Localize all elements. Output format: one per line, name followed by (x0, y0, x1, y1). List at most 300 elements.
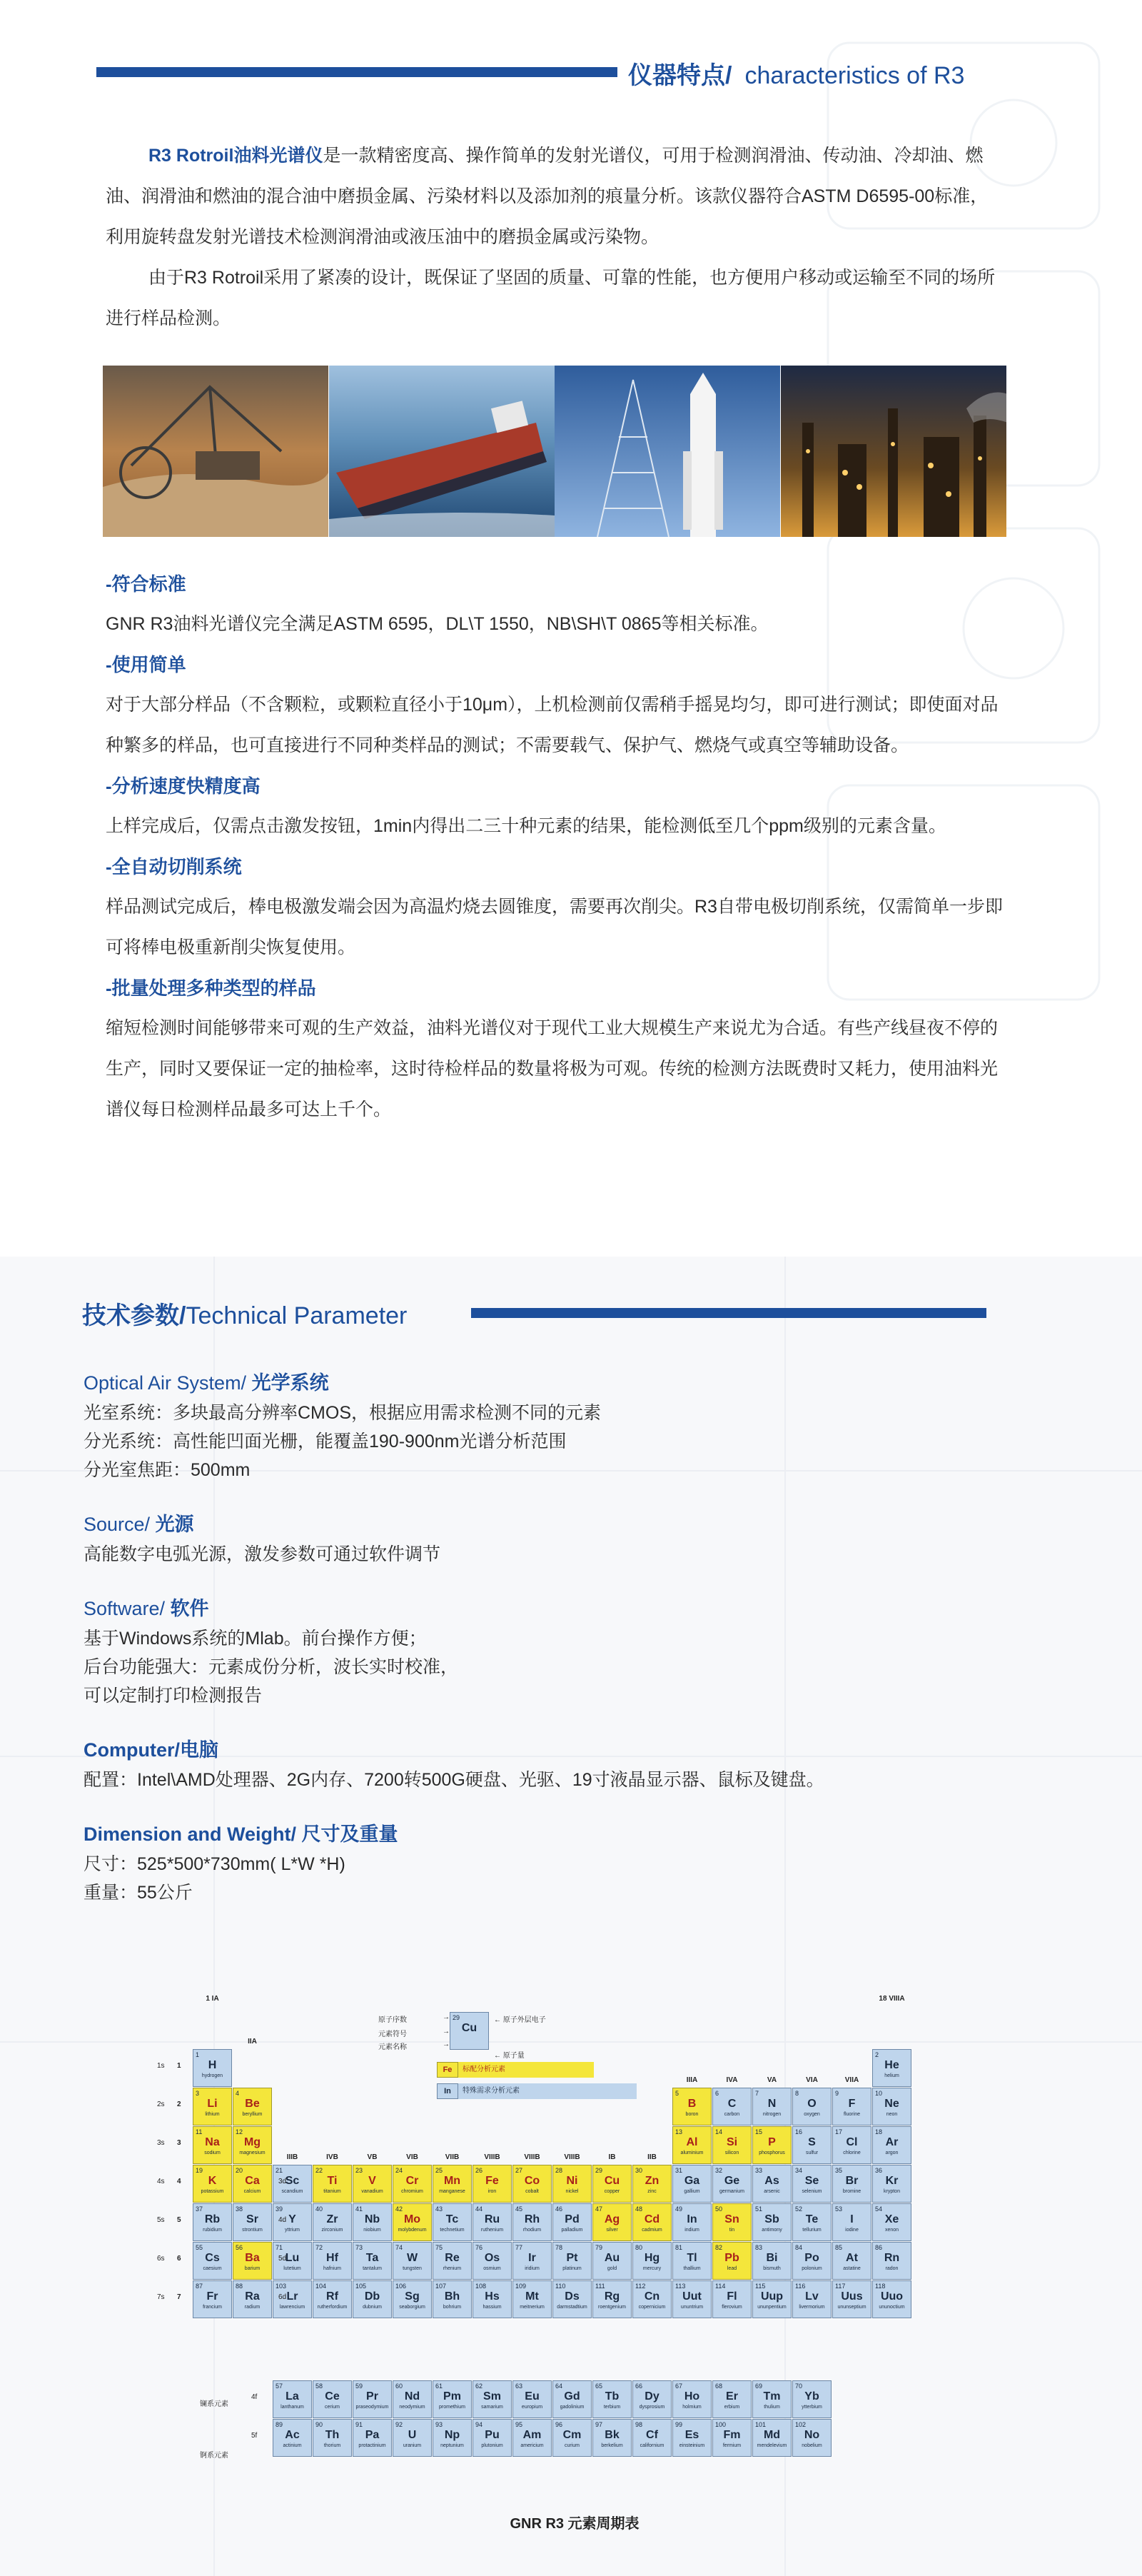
element-symbol: Rg (604, 2290, 620, 2303)
lanthanide-label: 镧系元素 (200, 2400, 228, 2408)
element-symbol: P (768, 2136, 776, 2148)
element-name: lawrencium (279, 2305, 305, 2310)
element-symbol: Ta (365, 2252, 379, 2264)
element-symbol: Tb (605, 2390, 620, 2403)
element-mo (393, 2203, 432, 2241)
atomic-number: 57 (276, 2383, 283, 2390)
element-name: rhodium (522, 2228, 542, 2233)
element-symbol: O (807, 2098, 817, 2110)
atomic-number: 108 (475, 2283, 487, 2290)
element-symbol: Dy (645, 2390, 660, 2403)
element-kr (872, 2165, 911, 2203)
atomic-number: 54 (875, 2205, 883, 2213)
atomic-number: 34 (795, 2167, 803, 2174)
element-symbol: Lr (286, 2290, 298, 2303)
atomic-number: 23 (355, 2167, 363, 2174)
element-name: hassium (482, 2305, 502, 2310)
feature-speed (106, 766, 1006, 847)
element-symbol: Db (364, 2290, 380, 2303)
element-name: californium (640, 2443, 665, 2449)
element-symbol: Na (205, 2136, 220, 2148)
element-ho (672, 2380, 712, 2418)
atomic-number: 4 (236, 2090, 240, 2097)
element-tc (433, 2203, 472, 2241)
atomic-number: 91 (355, 2421, 363, 2429)
section2-title-en: Technical Parameter (186, 1302, 408, 1329)
element-hs (473, 2280, 512, 2318)
element-c (712, 2088, 752, 2125)
atomic-number: 35 (835, 2167, 843, 2174)
atomic-number: 10 (875, 2090, 883, 2097)
element-symbol: C (727, 2098, 737, 2110)
element-fe (473, 2165, 512, 2203)
element-hg (632, 2242, 672, 2280)
element-cd (632, 2203, 672, 2241)
element-uut (672, 2280, 712, 2318)
element-name: scandium (281, 2189, 303, 2194)
atomic-number: 93 (435, 2421, 443, 2429)
element-name: livermorium (799, 2305, 825, 2310)
atomic-number: 15 (755, 2128, 763, 2135)
periodic-table-caption: GNR R3 元素周期表 (510, 2516, 640, 2532)
element-o (792, 2088, 832, 2125)
atomic-number: 117 (835, 2283, 846, 2290)
element-md (752, 2419, 792, 2457)
element-name: seaborgium (399, 2305, 425, 2310)
atomic-number: 21 (276, 2167, 283, 2174)
element-name: plutonium (481, 2443, 503, 2449)
element-ir (512, 2242, 552, 2280)
element-name: protactinium (358, 2443, 386, 2449)
element-symbol: Hg (644, 2252, 660, 2264)
group-label: VIA (806, 2076, 818, 2084)
element-symbol: Se (804, 2175, 819, 2187)
atomic-number: 113 (675, 2283, 686, 2290)
element-symbol: Gd (564, 2390, 580, 2403)
element-zn (632, 2165, 672, 2203)
element-fl (712, 2280, 752, 2318)
element-la (273, 2380, 312, 2418)
atomic-number: 70 (795, 2383, 803, 2390)
element-symbol: Mn (443, 2175, 461, 2187)
element-am (512, 2419, 552, 2457)
element-rh (512, 2203, 552, 2241)
element-symbol: Cs (205, 2252, 220, 2264)
element-name: caesium (203, 2266, 222, 2271)
element-symbol: Th (325, 2429, 340, 2442)
element-name: ununtrium (680, 2305, 704, 2310)
element-at (832, 2242, 871, 2280)
intro-paragraph-1 (106, 136, 1005, 258)
element-symbol: Np (444, 2429, 460, 2442)
group-label: VIIIB (564, 2153, 580, 2161)
group-label: VIIA (844, 2076, 859, 2084)
element-name: meitnerium (520, 2305, 545, 2310)
element-symbol: Fl (727, 2290, 737, 2303)
param-line: 分光系统：高性能凹面光栅，能覆盖190-900nm光谱分析范围 (84, 1432, 567, 1451)
element-zr (313, 2203, 352, 2241)
atomic-number: 63 (515, 2383, 523, 2390)
element-name: lutetium (283, 2266, 301, 2271)
element-f (832, 2088, 871, 2125)
group-label: VB (367, 2153, 378, 2161)
atomic-number: 17 (835, 2128, 843, 2135)
spacer (84, 1710, 1011, 1734)
element-dy (632, 2380, 672, 2418)
element-name: zinc (647, 2189, 657, 2194)
element-symbol: Bi (766, 2252, 778, 2264)
element-pd (552, 2203, 592, 2241)
atomic-number: 112 (635, 2283, 646, 2290)
atomic-number: 59 (355, 2383, 363, 2390)
element-tb (592, 2380, 632, 2418)
element-name: titanium (323, 2189, 341, 2194)
element-al (672, 2126, 712, 2164)
element-name: osmium (483, 2266, 501, 2271)
legend-arrow-1: → (443, 2013, 450, 2021)
element-rn (872, 2242, 911, 2280)
legend-standard-text: 标配分析元素 (463, 2066, 505, 2073)
element-symbol: Zn (645, 2175, 660, 2187)
element-symbol: Cr (405, 2175, 419, 2187)
element-symbol: Si (726, 2136, 738, 2148)
element-symbol: Ho (684, 2390, 700, 2403)
element-symbol: Tc (445, 2213, 459, 2225)
atomic-number: 67 (675, 2383, 683, 2390)
param-line: 分光室焦距：500mm (84, 1460, 251, 1480)
element-name: fluorine (844, 2112, 860, 2117)
feature-list (106, 564, 1006, 1130)
element-xe (872, 2203, 911, 2241)
atomic-number: 22 (315, 2167, 323, 2174)
element-name: tellurium (802, 2228, 822, 2233)
element-symbol: Rb (204, 2213, 221, 2225)
element-symbol: Tm (763, 2390, 781, 2403)
param-heading-en: Optical Air System/ (84, 1372, 252, 1394)
element-ga (672, 2165, 712, 2203)
element-name: cobalt (525, 2189, 539, 2194)
intro-paragraph-1-text: 是一款精密度高、操作简单的发射光谱仪，可用于检测润滑油、传动油、冷却油、燃油、润滑油和燃油的混合油中磨损金属、污染材料以及添加剂的痕量分析。该款仪器符合ASTM D6595-00标准，利用旋转盘发射光谱技术检测润滑油或液压油中的磨损金属或污染物。 (106, 146, 989, 247)
photo-rocket-tower (555, 366, 781, 537)
element-name: tantalum (363, 2266, 382, 2271)
atomic-number: 28 (555, 2167, 563, 2174)
element-cn (632, 2280, 672, 2318)
legend-sample-number: 29 (453, 2014, 460, 2021)
atomic-number: 72 (315, 2244, 323, 2251)
feature-batch (106, 968, 1006, 1130)
feature-heading: -批量处理多种类型的样品 (106, 977, 316, 999)
element-name: rubidium (203, 2228, 222, 2233)
element-name: niobium (363, 2228, 381, 2233)
element-mn (433, 2165, 472, 2203)
element-symbol: Ar (885, 2136, 899, 2148)
element-re (433, 2242, 472, 2280)
element-name: holmium (682, 2405, 702, 2410)
atomic-number: 71 (276, 2244, 283, 2251)
element-symbol: Cm (562, 2429, 582, 2442)
legend-standard-symbol: Fe (443, 2066, 453, 2074)
element-pm (433, 2380, 472, 2418)
block-label: 4f (251, 2393, 258, 2402)
element-name: francium (203, 2305, 222, 2310)
element-symbol: Sg (405, 2290, 420, 2303)
section1-header-bar (96, 67, 617, 77)
element-symbol: Re (445, 2252, 460, 2264)
element-symbol: Ca (245, 2175, 260, 2187)
atomic-number: 46 (555, 2205, 563, 2213)
oil-tanker-image (329, 366, 555, 537)
atomic-number: 114 (715, 2283, 726, 2290)
feature-standard (106, 564, 1006, 645)
element-name: bismuth (763, 2266, 781, 2271)
element-symbol: Ce (325, 2390, 340, 2403)
element-symbol: Ni (566, 2175, 578, 2187)
group-label: VIB (406, 2153, 418, 2161)
element-pr (353, 2380, 392, 2418)
element-name: gadolinium (560, 2405, 585, 2410)
element-name: carbon (724, 2112, 740, 2117)
element-symbol: Ba (245, 2252, 260, 2264)
element-symbol: U (408, 2429, 417, 2442)
element-na (193, 2126, 232, 2164)
element-ag (592, 2203, 632, 2241)
param-heading (84, 1818, 1011, 1850)
legend-standard-swatch (437, 2062, 458, 2078)
block-label: 2s (157, 2100, 165, 2108)
element-symbol: V (368, 2175, 376, 2187)
legend-symbol: 元素符号 (378, 2031, 407, 2038)
element-hf (313, 2242, 352, 2280)
param-dimension (84, 1818, 1011, 1907)
group-label: IB (608, 2153, 616, 2161)
element-symbol: K (208, 2175, 217, 2187)
element-symbol: Uuo (880, 2290, 904, 2303)
element-symbol: Mg (243, 2136, 261, 2148)
group-label: IIB (647, 2153, 657, 2161)
element-name: erbium (724, 2405, 740, 2410)
atomic-number: 14 (715, 2128, 723, 2135)
element-cu (592, 2165, 632, 2203)
element-name: thorium (323, 2443, 341, 2449)
atomic-number: 32 (715, 2167, 723, 2174)
atomic-number: 45 (515, 2205, 523, 2213)
feature-heading: -全自动切削系统 (106, 856, 242, 877)
atomic-number: 38 (236, 2205, 243, 2213)
element-symbol: Uus (841, 2290, 863, 2303)
element-symbol: Pa (365, 2429, 380, 2442)
element-symbol: I (850, 2213, 854, 2225)
param-heading-en: Software/ (84, 1598, 171, 1619)
atomic-number: 62 (475, 2383, 483, 2390)
element-symbol: In (687, 2213, 697, 2225)
element-ni (552, 2165, 592, 2203)
group-number: 18 (879, 1995, 887, 2003)
element-symbol: Ac (285, 2429, 300, 2442)
element-symbol: Xe (884, 2213, 899, 2225)
legend-sample-cell (450, 2012, 489, 2050)
param-heading-cn: 尺寸及重量 (301, 1823, 398, 1845)
group-label: IIIA (686, 2076, 698, 2084)
element-name: nobelium (802, 2443, 822, 2449)
element-name: chromium (401, 2189, 423, 2194)
element-name: cadmium (642, 2228, 662, 2233)
element-symbol: Bk (605, 2429, 620, 2442)
element-v (353, 2165, 392, 2203)
element-rg (592, 2280, 632, 2318)
element-symbol: At (846, 2252, 858, 2264)
element-name: lithium (205, 2112, 220, 2117)
element-name: neodymium (399, 2405, 425, 2410)
element-name: samarium (481, 2405, 503, 2410)
element-symbol: B (687, 2098, 697, 2110)
element-name: rutherfordium (317, 2305, 348, 2310)
element-name: potassium (201, 2189, 224, 2194)
element-name: copper (604, 2189, 620, 2194)
element-symbol: Lv (805, 2290, 819, 2303)
element-symbol: Y (288, 2213, 296, 2225)
element-symbol: Mt (525, 2290, 539, 2303)
element-be (233, 2088, 272, 2125)
element-name: lanthanum (281, 2405, 304, 2410)
atomic-number: 84 (795, 2244, 803, 2251)
element-symbol: Nd (404, 2390, 420, 2403)
atomic-number: 78 (555, 2244, 563, 2251)
element-name: beryllium (242, 2112, 263, 2117)
element-name: einsteinium (679, 2443, 705, 2449)
atomic-number: 55 (196, 2244, 203, 2251)
element-in (672, 2203, 712, 2241)
element-symbol: Pu (485, 2429, 500, 2442)
element-symbol: S (808, 2136, 816, 2148)
legend-atomic-number: 原子序数 (378, 2016, 407, 2024)
atomic-number: 50 (715, 2205, 723, 2213)
element-eu (512, 2380, 552, 2418)
element-name: phosphorus (759, 2150, 785, 2155)
element-name: dubnium (363, 2305, 382, 2310)
element-name: rhenium (443, 2266, 462, 2271)
element-symbol: Ga (684, 2175, 700, 2187)
element-symbol: No (804, 2429, 820, 2442)
atomic-number: 83 (755, 2244, 763, 2251)
element-lv (792, 2280, 832, 2318)
block-label: 3s (157, 2139, 165, 2147)
block-label: 5d (278, 2255, 287, 2263)
atomic-number: 24 (395, 2167, 403, 2174)
atomic-number: 118 (875, 2283, 886, 2290)
element-name: lead (727, 2266, 737, 2271)
element-p (752, 2126, 792, 2164)
element-name: roentgenium (598, 2305, 626, 2310)
param-line: 配置：Intel\AMD处理器、2G内存、7200转500G硬盘、光驱、19寸液晶显示器、鼠标及键盘。 (84, 1770, 824, 1790)
feature-text: 缩短检测时间能够带来可观的生产效益，油料光谱仪对于现代工业大规模生产来说尤为合适。有些产线昼夜不停的生产，同时又要保证一定的抽检率，这时待检样品的数量将极为可观。传统的检测方法既费时又耗力，使用油料光谱仪每日检测样品最多可达上千个。 (106, 1018, 999, 1120)
atomic-number: 48 (635, 2205, 643, 2213)
element-name: ruthenium (480, 2228, 504, 2233)
element-name: gallium (684, 2189, 700, 2194)
intro-paragraph-2: 由于R3 Rotroil采用了紧凑的设计，既保证了坚固的质量、可靠的性能，也方便用户移动或运输至不同的场所进行样品检测。 (106, 268, 996, 328)
element-symbol: Fe (485, 2175, 499, 2187)
element-gd (552, 2380, 592, 2418)
element-name: germanium (719, 2189, 744, 2194)
feature-heading: -符合标准 (106, 573, 186, 595)
element-symbol: Ge (724, 2175, 740, 2187)
element-name: dysprosium (639, 2405, 665, 2410)
atomic-number: 51 (755, 2205, 763, 2213)
atomic-number: 76 (475, 2244, 483, 2251)
atomic-number: 44 (475, 2205, 483, 2213)
element-name: manganese (439, 2189, 465, 2194)
element-er (712, 2380, 752, 2418)
product-name-highlight: R3 Rotroil油料光谱仪 (148, 146, 323, 166)
element-symbol: Be (245, 2098, 260, 2110)
element-name: darmstadtium (557, 2305, 587, 2310)
element-ti (313, 2165, 352, 2203)
spacer (84, 1569, 1011, 1593)
element-symbol: Am (522, 2429, 542, 2442)
element-name: bromine (842, 2189, 861, 2194)
atomic-number: 66 (635, 2383, 643, 2390)
element-name: sodium (204, 2150, 221, 2155)
element-th (313, 2419, 352, 2457)
element-symbol: Li (207, 2098, 218, 2110)
feature-text: GNR R3油料光谱仪完全满足ASTM 6595，DL\T 1550，NB\SH\T 0865等相关标准。 (106, 614, 769, 634)
element-symbol: N (767, 2098, 777, 2110)
atomic-number: 49 (675, 2205, 683, 2213)
atomic-number: 29 (595, 2167, 603, 2174)
legend-special-bar (458, 2083, 637, 2099)
element-symbol: Pr (366, 2390, 378, 2403)
element-b (672, 2088, 712, 2125)
legend-electron: ← 原子外层电子 (494, 2016, 546, 2024)
element-name: astatine (843, 2266, 861, 2271)
element-db (353, 2280, 392, 2318)
atomic-number: 105 (355, 2283, 367, 2290)
atomic-number: 75 (435, 2244, 443, 2251)
element-symbol: Md (763, 2429, 781, 2442)
atomic-number: 56 (236, 2244, 243, 2251)
atomic-number: 88 (236, 2283, 243, 2290)
element-name: copernicium (638, 2305, 666, 2310)
period-number: 3 (177, 2139, 181, 2147)
element-cr (393, 2165, 432, 2203)
block-label: 7s (157, 2293, 165, 2301)
element-yb (792, 2380, 832, 2418)
atomic-number: 92 (395, 2421, 403, 2429)
element-name: thulium (764, 2405, 780, 2410)
atomic-number: 98 (635, 2421, 643, 2429)
element-uus (832, 2280, 871, 2318)
element-np (433, 2419, 472, 2457)
atomic-number: 103 (276, 2283, 287, 2290)
atomic-number: 47 (595, 2205, 603, 2213)
atomic-number: 107 (435, 2283, 447, 2290)
element-name: aluminium (680, 2150, 704, 2155)
atomic-number: 19 (196, 2167, 203, 2174)
param-line: 尺寸：525*500*730mm( L*W *H) (84, 1854, 345, 1874)
element-os (473, 2242, 512, 2280)
param-heading (84, 1734, 1011, 1766)
element-symbol: Zr (326, 2213, 338, 2225)
element-name: barium (244, 2266, 261, 2271)
atomic-number: 30 (635, 2167, 643, 2174)
legend-special-symbol: In (444, 2087, 451, 2095)
atomic-number: 7 (755, 2090, 759, 2097)
period-number: 2 (177, 2100, 181, 2108)
element-symbol: Ir (528, 2252, 536, 2264)
element-symbol: Pt (566, 2252, 578, 2264)
param-line: 后台功能强大：元素成份分析，波长实时校准， (84, 1657, 459, 1677)
photo-refinery (781, 366, 1007, 537)
feature-text: 样品测试完成后，棒电极激发端会因为高温灼烧去圆锥度，需要再次削尖。R3自带电极切削系统，仅需简单一步即可将棒电极重新削尖恢复使用。 (106, 897, 1003, 957)
